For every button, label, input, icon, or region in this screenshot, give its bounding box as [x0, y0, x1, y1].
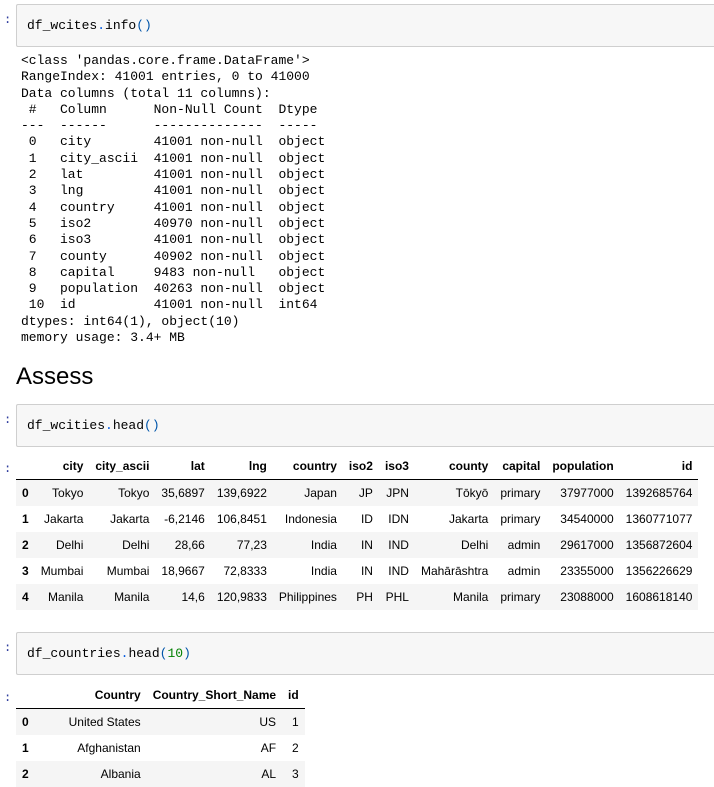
- table-row: [16, 558, 698, 584]
- table-cell: Jakarta: [110, 511, 150, 526]
- column-header: lat: [155, 453, 210, 480]
- column-header: county: [415, 453, 494, 480]
- row-index: 2: [22, 537, 29, 552]
- table-cell: Delhi: [460, 537, 489, 552]
- column-header: id: [620, 453, 699, 480]
- table-cell: primary: [500, 511, 541, 526]
- table-cell: IN: [360, 537, 373, 552]
- table-cell: PH: [356, 589, 373, 604]
- table-cell: Tokyo: [52, 485, 84, 500]
- table-cell: IDN: [388, 511, 409, 526]
- table-cell: 1608618140: [625, 589, 693, 604]
- table-cell: Mahārāshtra: [420, 563, 489, 578]
- table-cell: 77,23: [236, 537, 267, 552]
- table-cell: 28,66: [174, 537, 205, 552]
- wcities-table: [16, 453, 698, 610]
- info-output: <class 'pandas.core.frame.DataFrame'> RangeIndex: 41001 entries, 0 to 41000 Data columns (total 11 columns): # Column Non-Null Count Dtype --- ------ -------------- ----- 0 city 41001 non-null object 1 city_ascii 41001 non-null object 2 lat 41001 non-null object 3 lng 41001 non-null object 4 country 41001 non-null object 5 iso2 40970 non-null object 6 iso3 41001 non-null object 7 county 40902 non-null object 8 capital 9483 non-null object 9 population 40263 non-null object 10 id 41001 non-null int64 dtypes: int64(1), object(10) memory usage: 3.4+ MB: [21, 53, 326, 346]
- code-cell-info[interactable]: [16, 4, 714, 47]
- column-header: city: [35, 453, 90, 480]
- table-cell: 1: [292, 714, 299, 729]
- output-prompt: :: [4, 690, 12, 704]
- table-cell: Mumbai: [106, 563, 150, 578]
- table-cell: Manila: [452, 589, 489, 604]
- code-text: df_wcites.info(): [27, 18, 152, 33]
- input-prompt: :: [4, 640, 12, 654]
- column-header: lng: [211, 453, 273, 480]
- table-cell: -6,2146: [164, 511, 205, 526]
- column-header: population: [546, 453, 619, 480]
- table-cell: IND: [388, 563, 409, 578]
- table-cell: ID: [360, 511, 373, 526]
- input-prompt: :: [4, 412, 12, 426]
- column-header: iso2: [343, 453, 379, 480]
- column-header: Country_Short_Name: [147, 682, 282, 709]
- row-index: 4: [22, 589, 29, 604]
- table-cell: Jakarta: [44, 511, 84, 526]
- table-cell: India: [310, 537, 337, 552]
- table-row: [16, 506, 698, 532]
- table-cell: 120,9833: [216, 589, 267, 604]
- table-cell: 139,6922: [216, 485, 267, 500]
- table-row: [16, 532, 698, 558]
- table-cell: admin: [507, 563, 541, 578]
- table-cell: 1356872604: [625, 537, 693, 552]
- table-row: [16, 761, 305, 787]
- table-row: [16, 709, 305, 735]
- table-cell: Delhi: [122, 537, 150, 552]
- column-header: Country: [35, 682, 147, 709]
- table-cell: 23088000: [560, 589, 614, 604]
- table-cell: Tōkyō: [455, 485, 489, 500]
- table-cell: 1360771077: [625, 511, 693, 526]
- table-cell: Mumbai: [40, 563, 84, 578]
- table-cell: United States: [68, 714, 141, 729]
- table-header-row: [16, 682, 305, 709]
- column-header: city_ascii: [89, 453, 155, 480]
- table-cell: 106,8451: [216, 511, 267, 526]
- table-cell: Tokyo: [118, 485, 150, 500]
- column-header: capital: [494, 453, 546, 480]
- table-cell: 3: [292, 766, 299, 781]
- table-cell: primary: [500, 485, 541, 500]
- table-cell: Indonesia: [284, 511, 337, 526]
- table-row: [16, 480, 698, 506]
- row-index: 2: [22, 766, 29, 781]
- table-cell: 14,6: [181, 589, 205, 604]
- table-cell: India: [310, 563, 337, 578]
- column-header: id: [282, 682, 305, 709]
- column-header: [16, 682, 35, 709]
- table-cell: Japan: [304, 485, 337, 500]
- table-cell: Afghanistan: [77, 740, 141, 755]
- table-cell: 29617000: [560, 537, 614, 552]
- table-cell: 34540000: [560, 511, 614, 526]
- table-cell: 23355000: [560, 563, 614, 578]
- table-cell: 35,6897: [161, 485, 205, 500]
- code-text: df_wcities.head(): [27, 418, 160, 433]
- table-cell: primary: [500, 589, 541, 604]
- table-row: [16, 584, 698, 610]
- section-heading: Assess: [16, 363, 94, 390]
- column-header: iso3: [379, 453, 415, 480]
- row-index: 1: [22, 511, 29, 526]
- code-cell-countries[interactable]: [16, 632, 714, 675]
- table-cell: JP: [358, 485, 373, 500]
- code-text: df_countries.head(10): [27, 646, 191, 661]
- table-cell: 72,8333: [223, 563, 267, 578]
- table-cell: 2: [292, 740, 299, 755]
- table-cell: AF: [260, 740, 277, 755]
- table-cell: 18,9667: [161, 563, 205, 578]
- table-cell: Jakarta: [448, 511, 489, 526]
- input-prompt: :: [4, 12, 12, 26]
- table-cell: Philippines: [278, 589, 337, 604]
- code-cell-head[interactable]: [16, 404, 714, 447]
- output-prompt: :: [4, 461, 12, 475]
- table-row: [16, 735, 305, 761]
- table-cell: 1356226629: [625, 563, 693, 578]
- table-cell: 1392685764: [625, 485, 693, 500]
- table-cell: PHL: [385, 589, 409, 604]
- table-header-row: [16, 453, 698, 480]
- table-cell: IND: [388, 537, 409, 552]
- table-cell: IN: [360, 563, 373, 578]
- table-cell: Manila: [114, 589, 150, 604]
- table-cell: Manila: [48, 589, 84, 604]
- row-index: 0: [22, 714, 29, 729]
- table-cell: admin: [507, 537, 541, 552]
- table-cell: JPN: [386, 485, 409, 500]
- column-header: [16, 453, 35, 480]
- column-header: country: [273, 453, 343, 480]
- row-index: 0: [22, 485, 29, 500]
- row-index: 1: [22, 740, 29, 755]
- countries-table: [16, 682, 305, 787]
- table-cell: AL: [261, 766, 277, 781]
- row-index: 3: [22, 563, 29, 578]
- table-cell: US: [259, 714, 277, 729]
- table-cell: Delhi: [56, 537, 84, 552]
- table-cell: 37977000: [560, 485, 614, 500]
- table-cell: Albania: [100, 766, 141, 781]
